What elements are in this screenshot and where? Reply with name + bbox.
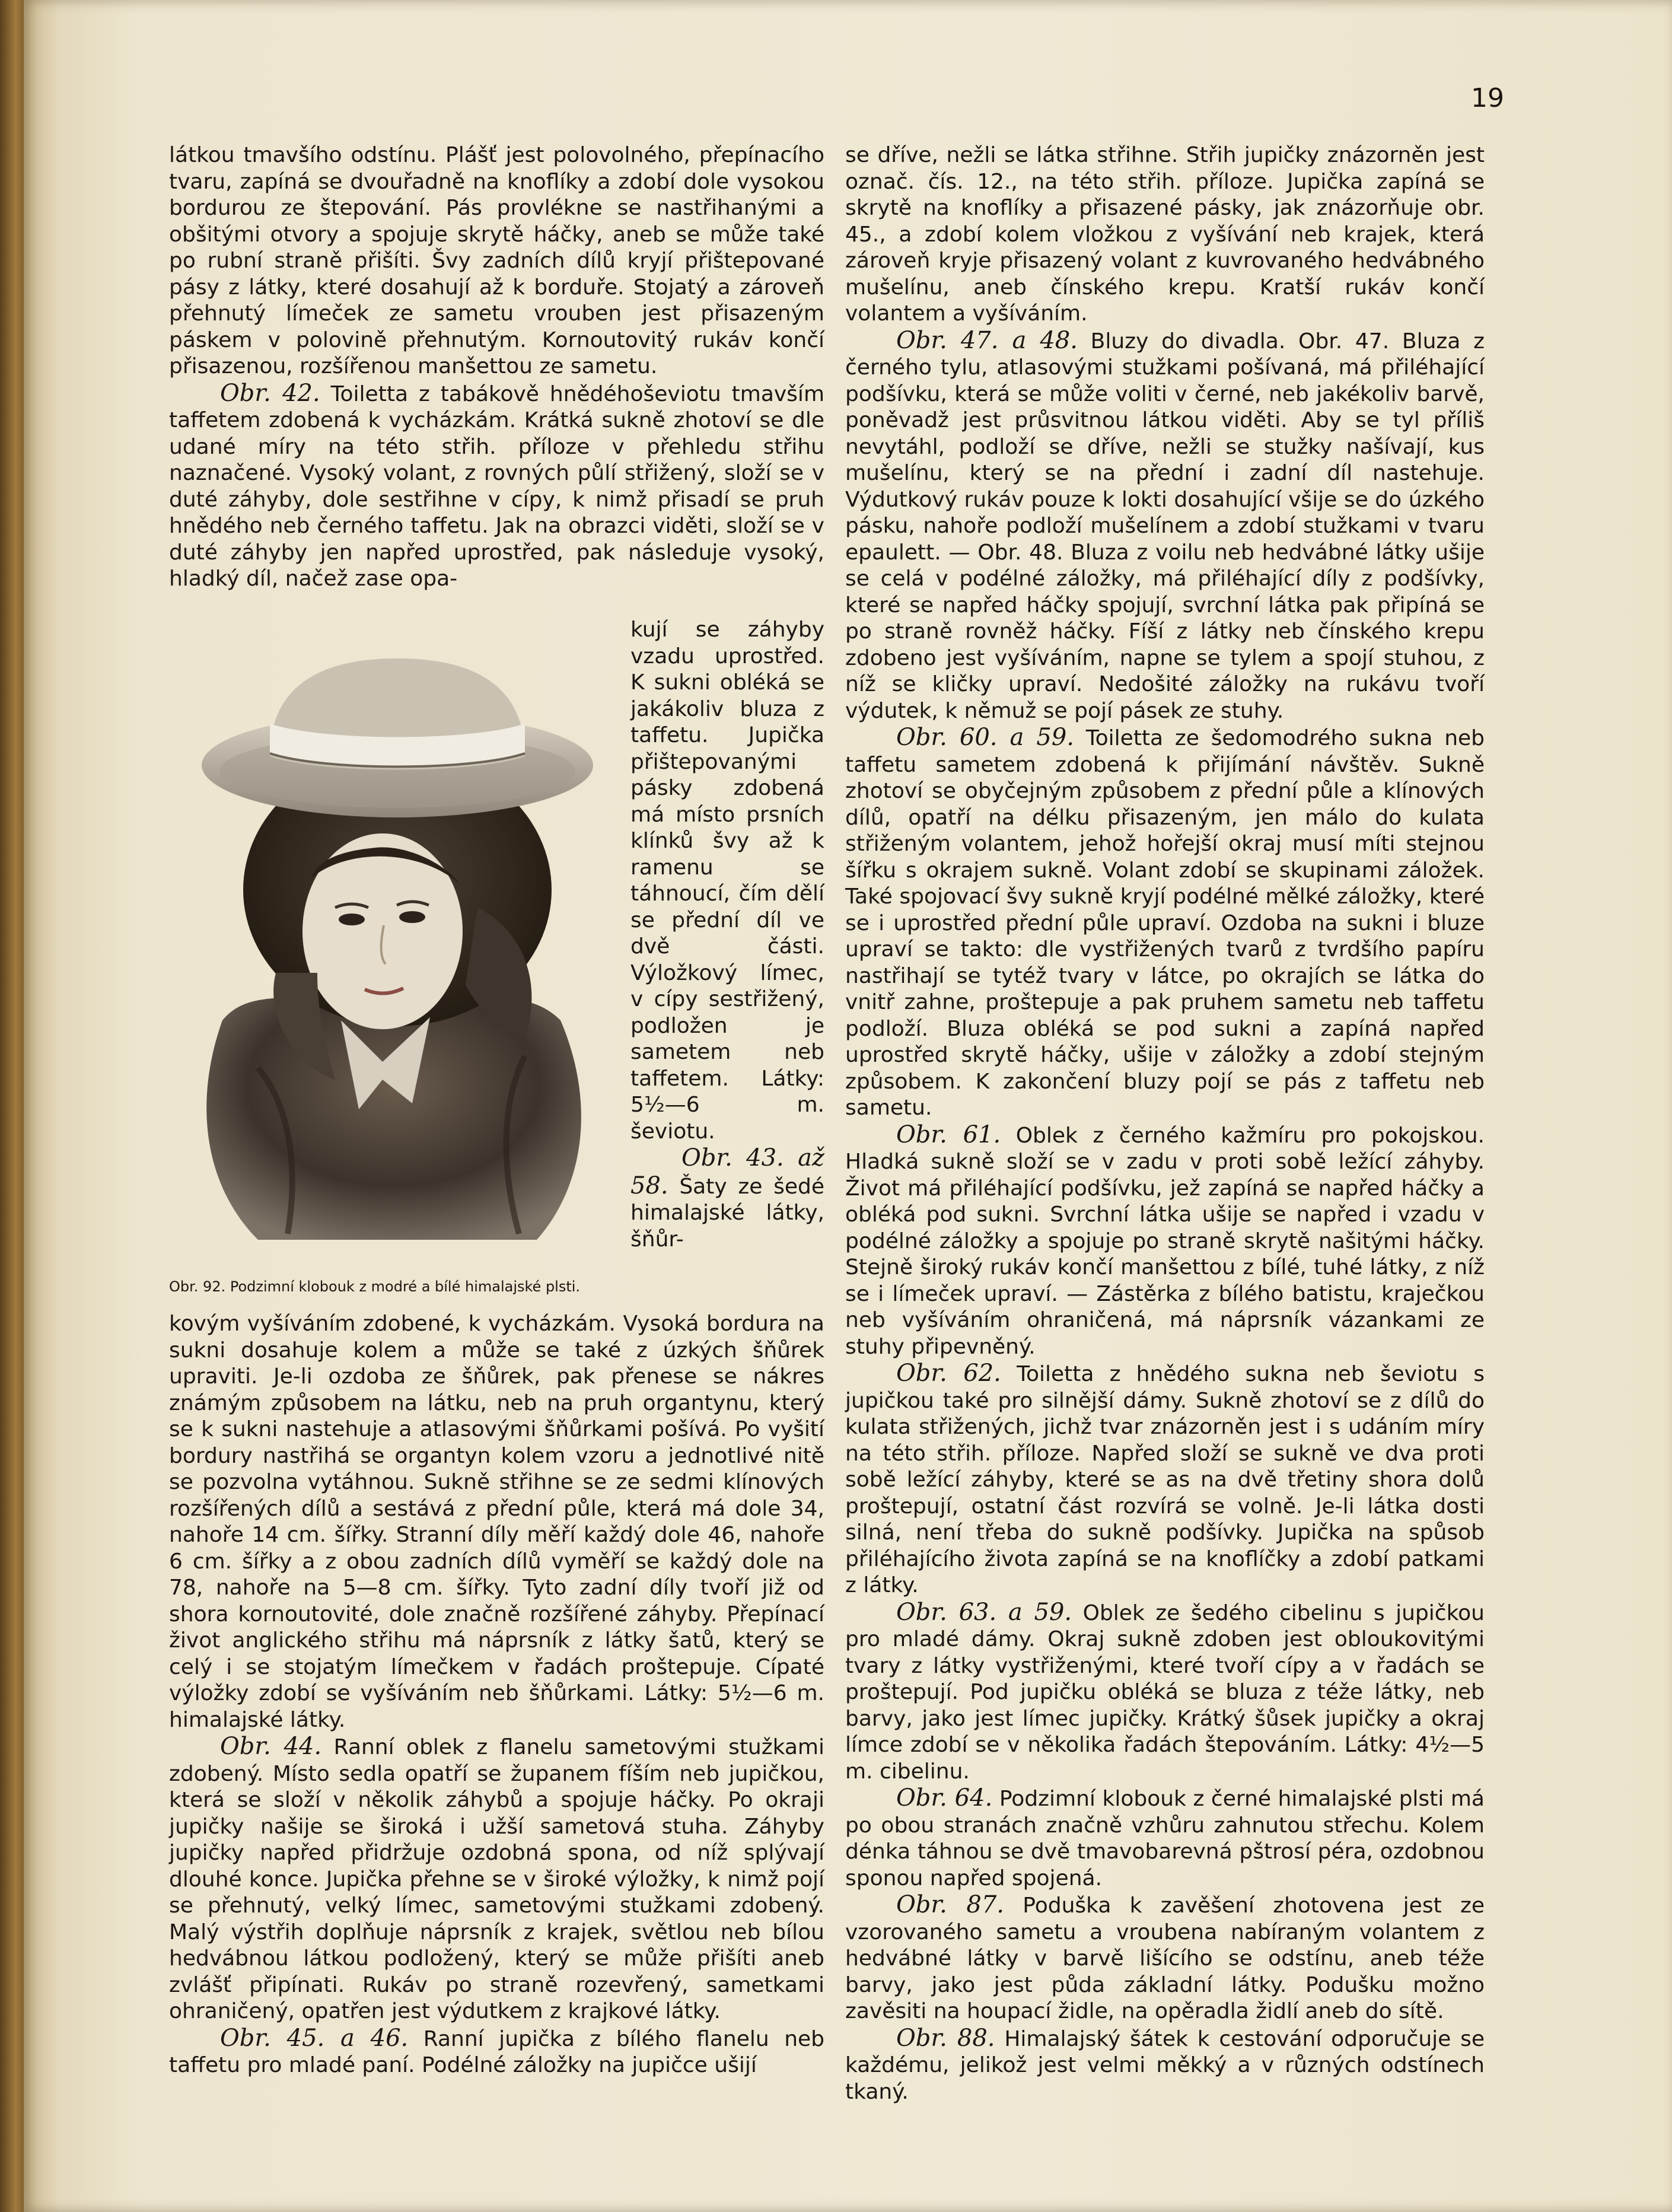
left-column-narrow-wrap <box>630 617 824 1253</box>
figure-reference: Obr. 64. <box>896 1784 993 1812</box>
figure-reference: Obr. 87. <box>896 1891 1004 1918</box>
figure-reference: Obr. 44. <box>220 1733 322 1760</box>
paragraph: látkou tmavšího odstínu. Plášť jest polovolného, přepínacího tvaru, zapíná se dvouřadně na knoflíky a zdobí dole vysokou bordurou ze štepování. Pás provlékne se nastřihanými a obšitými otvory a spojuje skrytě háčky, aneb se může také po rubní straně přišíti. Švy zadních dílů kryjí přištepované pásy z látky, které dosahují až k borduře. Stojatý a zároveň přehnutý límeček ze sametu vrouben jest přisazeným páskem v polovině přehnutým. Kornoutovitý rukáv končí přisazenou, rozšířenou manšettou ze sametu. <box>169 143 824 378</box>
paragraph-text: Toiletta z hnědého sukna neb ševiotu s jupičkou také pro silnější dámy. Sukně zhotoví se z dílů do kulata střižených, jichž tvar znázorněn jest i s udáním míry na této střih. příloze. Napřed složí se sukně ve dva proti sobě ležící záhyby, které se as na dvě třetiny shora dolů proštepují, ostatní část rozvírá se volně. Je-li látka dosti silná, není třeba do sukně podšívky. Jupička na spůsob přiléhajícího života zapíná se na knoflíčky a zdobí patkami z látky. <box>845 1362 1485 1597</box>
paragraph <box>845 1599 1485 1785</box>
figure-reference: Obr. 45. a 46. <box>220 2024 409 2052</box>
paragraph-text: Toiletta z tabákově hnědéhoševiotu tmavším taffetem zdobená k vycházkám. Krátká sukně zhotoví se dle udané míry na této střih. příloze v přehledu střihu naznačené. Vysoký volant, z rovných půlí střižený, složí se v duté záhyby, dole sestřihne v cípy, k nimž přisadí se pruh hnědého neb černého taffetu. Jak na obrazci viděti, složí se v duté záhyby jen napřed uprostřed, pak následuje vysoký, hladký díl, načež zase opa- <box>169 381 825 591</box>
figure-reference: Obr. 42. <box>220 379 320 407</box>
paragraph-text: Himalajský šátek k cestování odporučuje se každému, jelikož jest velmi měkký a v různých odstínech tkaný. <box>845 2026 1485 2104</box>
paragraph-text: Ranní oblek z flanelu sametovými stužkami zdobený. Místo sedla opatří se županem fíším neb jupičkou, která se složí v několik záhybů a spojuje háčky. Po okraji jupičky našije se široká i užší sametová stuha. Záhyby jupičky napřed přidržuje ozdobná spona, od níž splývají dlouhé konce. Jupička přehne se v široké výložky, k nimž pojí se přehnutý, velký límec, sametovými stužkami zdobený. Malý výstřih doplňuje náprsník z krajek, světlou neb bílou hedvábnou látkou podložený, který se může přišíti aneb zvlášť připínati. Rukáv po straně rozevřený, sametkami ohraničený, opatřen jest výdutkem z krajkové látky. <box>169 1735 824 2023</box>
paragraph <box>169 380 824 593</box>
left-column-lower <box>169 1311 824 2079</box>
paragraph <box>169 2025 824 2079</box>
paragraph-text: Šaty ze šedé himalajské látky, šňůr- <box>630 1174 824 1252</box>
figure-reference: Obr. 47. a 48. <box>896 326 1078 354</box>
paragraph-text: Oblek ze šedého cibelinu s jupičkou pro mladé dámy. Okraj sukně zdoben jest obloukovitými tvary z látky vystřiženými, které tvoří cípy a v řadách se proštepují. Pod jupičku obléká se bluza z téže látky, neb barvy, jako jest límec jupičky. Krátký šůsek jupičky a okraj límce zdobí se v několika řadách štepováním. Látky: 4½—5 m. cibelinu. <box>845 1600 1485 1784</box>
paragraph <box>169 1733 824 2025</box>
paragraph <box>845 327 1485 725</box>
figure-reference: Obr. 88. <box>896 2024 995 2052</box>
paragraph-text: Toiletta ze šedomodrého sukna neb taffetu sametem zdobená k přijímání návštěv. Sukně zhotoví se obyčejným způsobem z přední půle a klínových dílů, opatří na délku přisazeným, jen málo do kulata střiženým volantem, jehož hořejší okraj musí míti stejnou šířku s okrajem sukně. Volant zdobí se skupinami záložek. Také spojovací švy sukně kryjí podélné mělké záložky, které se i uprostřed přední půle upraví. Ozdoba na sukni i bluze upraví se takto: dle vystřižených tvarů z tvrdšího papíru nastřihají se tytéž tvary v látce, po okrajích se látka do vnitř zahne, proštepuje a pak pruhem sametu neb taffetu podloží. Bluza obléká se pod sukni a zapíná napřed uprostřed skrytě háčky, ušije v záložky a zdobí stejným způsobem. K zakončení bluzy pojí se pás z taffetu neb sametu. <box>845 726 1485 1120</box>
paragraph <box>845 1892 1485 2025</box>
figure-reference: Obr. 62. <box>896 1360 1001 1387</box>
figure-reference: Obr. 43. až 58. <box>630 1144 824 1199</box>
paragraph-text: Ranní jupička z bílého flanelu neb taffetu pro mladé paní. Podélné záložky na jupičce ušijí <box>169 2026 825 2077</box>
paragraph <box>845 1785 1485 1892</box>
right-column <box>845 142 1485 2105</box>
paragraph: kují se záhyby vzadu uprostřed. K sukni obléká se jakákoliv bluza z taffetu. Jupička přištepovanými pásky zdobená má místo prsních klínků švy až k ramenu se táhnoucí, čím dělí se přední díl ve dvě části. Výložkový límec, v cípy sestřižený, podložen je sametem neb taffetem. Látky: 5½—6 m. ševiotu. <box>630 618 824 1144</box>
figure-reference: Obr. 63. a 59. <box>896 1598 1072 1626</box>
paragraph-text: Podzimní klobouk z černé himalajské plsti má po obou stranách značně vzhůru zahnutou střechu. Kolem dénka táhnou se dvě tmavobarevná pštrosí péra, ozdobnou sponou napřed spojená. <box>845 1787 1485 1890</box>
paragraph <box>845 724 1485 1122</box>
paragraph-text: Bluzy do divadla. Obr. 47. Bluza z černého tylu, atlasovými stužkami pošívaná, má přiléhající podšívku, která se může voliti v černé, neb jakékoliv barvě, poněvadž jest průsvitnou látkou viděti. Aby se tyl příliš nevytáhl, podloží se dříve, nežli se stužky našívají, kus mušelínu, který se na přední i zadní díl nastehuje. Výdutkový rukáv pouze k lokti dosahující všije se do úzkého pásku, nahoře podloží mušelínem a zdobí stužkami v tvaru epaulett. — Obr. 48. Bluza z voilu neb hedvábné látky ušije se celá v podélné záložky, má přiléhající díly z podšívky, které se napřed háčky spojují, svrchní látka pak připíná se po straně rovněž háčky. Fíší z látky neb čínského krepu zdobeno jest vyšíváním, napne se tylem a spojí stuhou, z níž se kličky upraví. Nedošité záložky na rukávu tvoří výdutek, k němuž se pojí pásek ze stuhy. <box>845 329 1485 723</box>
figure-reference: Obr. 61. <box>896 1121 1001 1148</box>
left-column-upper <box>169 142 824 593</box>
figure-reference: Obr. 60. a 59. <box>896 724 1074 751</box>
figure-caption: Obr. 92. Podzimní klobouk z modré a bílé himalajské plsti. <box>169 1278 581 1295</box>
portrait-woman-in-boater-hat-icon <box>169 653 626 1263</box>
figure-illustration <box>169 653 626 1263</box>
paragraph <box>845 1360 1485 1599</box>
paragraph: kovým vyšíváním zdobené, k vycházkám. Vysoká bordura na sukni dosahuje kolem a může se také z úzkých šňůrek upraviti. Je-li ozdoba ze šňůrek, pak přenese se nákres známým způsobem na látku, neb na pruh organtynu, který se k sukni nastehuje a atlasovými šňůrkami pošívá. Po vyšití bordury nastřihá se organtyn kolem vzoru a jednotlivé nitě se pozvolna vytáhnou. Sukně střihne se ze sedmi klínových rozšířených dílů a sestává z přední půle, která má dole 34, nahoře 14 cm. šířky. Stranní díly měří každý dole 46, nahoře 6 cm. šířky a z obou zadních dílů vyměří se každý dole na 78, nahoře na 5—8 cm. šířky. Tyto zadní díly tvoří již od shora kornoutovité, dole značně rozšířené záhyby. Přepínací život anglického střihu má náprsník z látky šatů, který se celý i se stojatým límečkem v řadách proštepuje. Cípaté výložky zdobí se vyšíváním neb šňůrkami. Látky: 5½—6 m. himalajské látky. <box>169 1312 824 1732</box>
page-number: 19 <box>1471 83 1504 113</box>
paragraph-text: Oblek z černého kažmíru pro pokojskou. Hladká sukně složí se v zadu v proti sobě ležící záhyby. Život má přiléhající podšívku, jež zapíná se napřed háčky a obléká pod sukni. Svrchní látka ušije se napřed i vzadu v podélné záložky a spojuje po straně skrytě našitými háčky. Stejně široký rukáv končí manšettou z bílé, tuhé látky, z níž se i límeček upraví. — Zástěrka z bílého batistu, kraječkou neb vyšíváním ohraničená, má náprsník vázankami ze stuhy připevněný. <box>845 1123 1485 1359</box>
paragraph: se dříve, nežli se látka střihne. Střih jupičky znázorněn jest označ. čís. 12., na této střih. příloze. Jupička zapíná se skrytě na knoflíky a přisazené pásky, jak znázorňuje obr. 45., a zdobí kolem vložkou z vyšívání neb krajek, která zároveň kryje přisazený volant z kuvrovaného hedvábného mušelínu, aneb čínského krepu. Kratší rukáv končí volantem a vyšíváním. <box>845 143 1485 326</box>
paragraph <box>845 2025 1485 2106</box>
paragraph <box>630 1145 824 1253</box>
paragraph <box>845 1122 1485 1361</box>
paragraph-text: Poduška k zavěšení zhotovena jest ze vzorovaného sametu a vroubena nabíraným volantem z hedvábné látky v barvě lišícího se odstínu, aneb téže barvy, jako jest půda základní látky. Podušku možno zavěsiti na houpací židle, na opěradla židlí aneb do sítě. <box>845 1893 1485 2023</box>
